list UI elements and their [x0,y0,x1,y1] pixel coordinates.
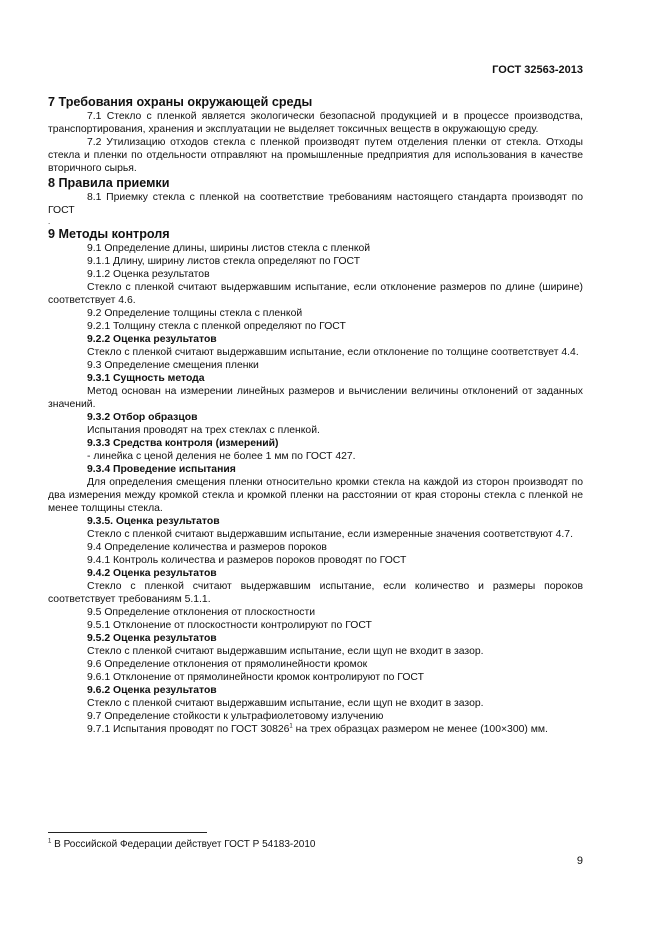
footnote [48,839,315,850]
paragraph-9-5-2-text: Стекло с пленкой считают выдержавшим испытание, если щуп не входит в зазор. [87,646,484,657]
paragraph-9-4: 9.4 Определение количества и размеров пороков [87,542,327,553]
paragraph-7-1: 7.1 Стекло с пленкой является экологически безопасной продукцией и в процессе производства, транспортирования, хранения и эксплуатации не выделяет токсичных веществ в окружающую среду. [48,111,583,135]
footnote-text: В Российской Федерации действует ГОСТ Р 54183-2010 [51,839,316,850]
section-7-heading: 7 Требования охраны окружающей среды [48,95,313,109]
paragraph-9-2-1: 9.2.1 Толщину стекла с пленкой определяют по ГОСТ [87,321,346,332]
paragraph-9-3-4-text: Для определения смещения пленки относительно кромки стекла на каждой из сторон производят по два измерения между кромкой стекла и кромкой пленки на расстоянии от края стороны стекла с пленкой не менее толщины стекла. [48,477,583,514]
paragraph-9-6: 9.6 Определение отклонения от прямолинейности кромок [87,659,368,670]
paragraph-9-2: 9.2 Определение толщины стекла с пленкой [87,308,303,319]
paragraph-9-7: 9.7 Определение стойкости к ультрафиолетовому излучению [87,711,384,722]
page-number: 9 [576,855,583,867]
paragraph-9-3-1: 9.3.1 Сущность метода [87,373,205,384]
paragraph-9-2-2-text: Стекло с пленкой считают выдержавшим испытание, если отклонение по толщине соответствует 4.4. [87,347,579,358]
paragraph-7-2: 7.2 Утилизацию отходов стекла с пленкой производят путем отделения пленки от стекла. Отходы стекла и пленки по отдельности отправляют на промышленные предприятия для использования в качестве вторичного сырья. [48,137,583,174]
paragraph-9-2-2: 9.2.2 Оценка результатов [87,334,217,345]
paragraph-9-1-1: 9.1.1 Длину, ширину листов стекла определяют по ГОСТ [87,256,361,267]
section-9-heading: 9 Методы контроля [48,227,170,241]
footnote-reference-mark: 1 [289,723,293,730]
paragraph-9-6-1: 9.6.1 Отклонение от прямолинейности кромок контролируют по ГОСТ [87,672,424,683]
paragraph-9-3-4: 9.3.4 Проведение испытания [87,464,236,475]
paragraph-9-6-2-text: Стекло с пленкой считают выдержавшим испытание, если щуп не входит в зазор. [87,698,484,709]
page-content [48,94,583,736]
paragraph-9-3-2: 9.3.2 Отбор образцов [87,412,198,423]
paragraph-9-6-2: 9.6.2 Оценка результатов [87,685,217,696]
paragraph-9-3-1-text: Метод основан на измерении линейных размеров и вычислении величины отклонений от заданных значений. [48,386,583,410]
paragraph-9-4-2: 9.4.2 Оценка результатов [87,568,217,579]
paragraph-9-5: 9.5 Определение отклонения от плоскостности [87,607,316,618]
paragraph-9-3: 9.3 Определение смещения пленки [87,360,259,371]
paragraph-9-1: 9.1 Определение длины, ширины листов стекла с пленкой [87,243,371,254]
stray-dot: . [48,217,51,226]
paragraph-9-3-2-text: Испытания проводят на трех стеклах с пленкой. [87,425,320,436]
section-8-heading: 8 Правила приемки [48,176,170,190]
paragraph-9-3-3-text: - линейка с ценой деления не более 1 мм по ГОСТ 427. [87,451,356,462]
paragraph-9-5-2: 9.5.2 Оценка результатов [87,633,217,644]
footnote-separator [48,832,207,833]
paragraph-9-1-2-text: Стекло с пленкой считают выдержавшим испытание, если отклонение размеров по длине (ширине) соответствует 4.6. [48,282,583,306]
paragraph-9-3-5-text: Стекло с пленкой считают выдержавшим испытание, если измеренные значения соответствуют 4.7. [87,529,573,540]
paragraph-9-1-2: 9.1.2 Оценка результатов [87,269,210,280]
footnote-mark: 1 [48,838,52,845]
paragraph-9-4-2-text: Стекло с пленкой считают выдержавшим испытание, если количество и размеры пороков соответствует требованиям 5.1.1. [48,581,583,605]
paragraph-9-7-1-start: 9.7.1 Испытания проводят по ГОСТ 30826 [87,724,290,735]
paragraph-9-3-3: 9.3.3 Средства контроля (измерений) [87,438,279,449]
paragraph-9-7-1 [48,723,583,736]
paragraph-9-4-1: 9.4.1 Контроль количества и размеров пороков проводят по ГОСТ [87,555,407,566]
paragraph-9-3-5: 9.3.5. Оценка результатов [87,516,220,527]
paragraph-8-1: 8.1 Приемку стекла с пленкой на соответствие требованиям настоящего стандарта производят по ГОСТ [48,192,583,216]
document-code-header: ГОСТ 32563-2013 [492,64,583,76]
paragraph-9-5-1: 9.5.1 Отклонение от плоскостности контролируют по ГОСТ [87,620,372,631]
paragraph-9-7-1-end: на трех образцах размером не менее (100×300) мм. [292,724,548,735]
